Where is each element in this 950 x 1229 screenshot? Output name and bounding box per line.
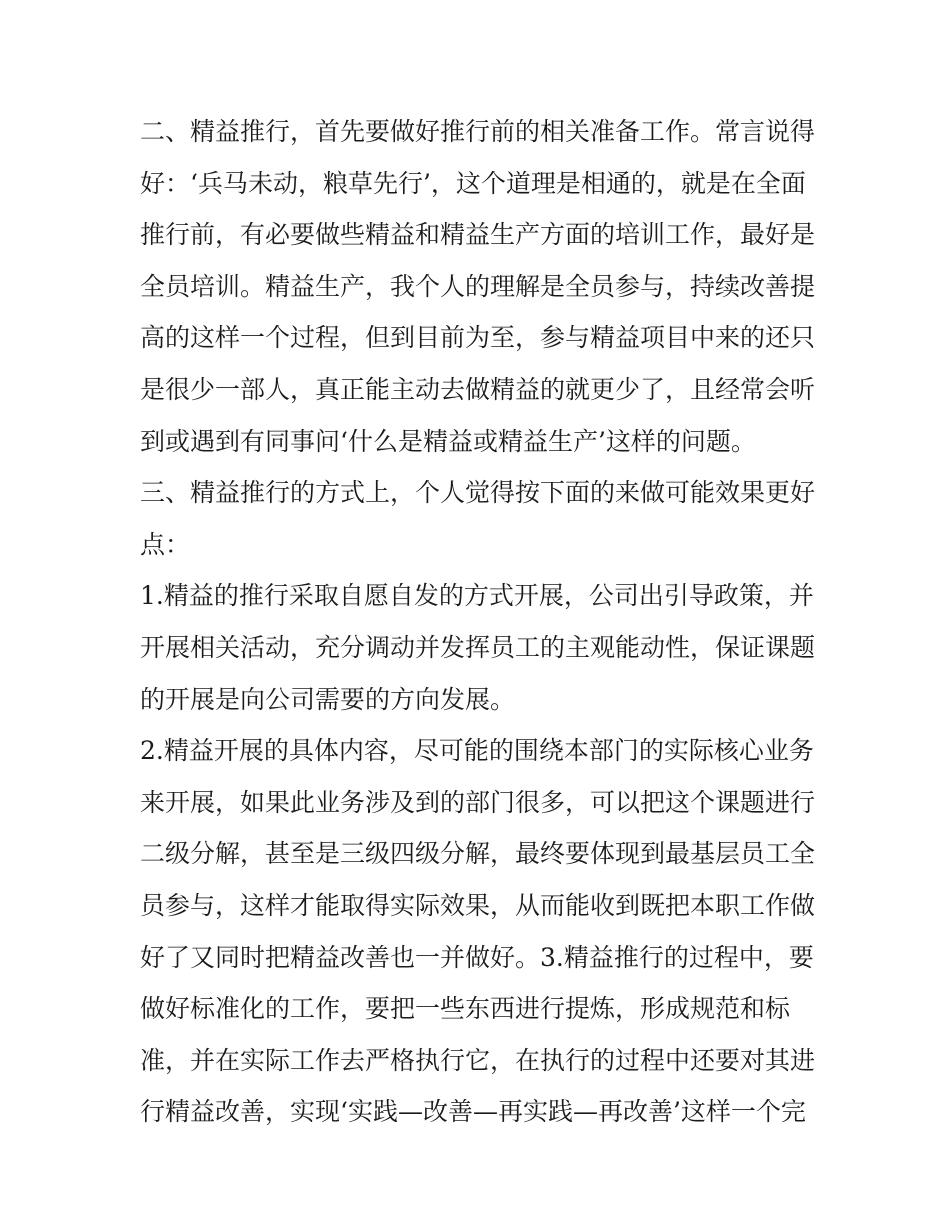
text-line: 好：‘兵马未动，粮草先行’，这个道理是相通的，就是在全面 [140,168,806,198]
text-line: 好了又同时把精益改善也一并做好。3.精益推行的过程中，要 [140,942,814,972]
text-line: 员参与，这样才能取得实际效果，从而能收到既把本职工作做 [140,890,816,920]
text-line: 行精益改善，实现‘实践—改善—再实践—再改善’这样一个完 [140,1097,806,1127]
text-line: 高的这样一个过程，但到目前为至，参与精益项目中来的还只 [140,323,816,353]
text-line: 准，并在实际工作去严格执行它，在执行的过程中还要对其进 [140,1045,816,1075]
text-line: 推行前，有必要做些精益和精益生产方面的培训工作，最好是 [140,220,816,250]
body-text [140,106,820,1138]
text-line: 到或遇到有同事问‘什么是精益或精益生产’这样的问题。 [140,426,756,456]
text-line: 的开展是向公司需要的方向发展。 [140,684,516,714]
text-line: 做好标准化的工作，要把一些东西进行提炼，形成规范和标 [140,994,791,1024]
text-line: 2.精益开展的具体内容，尽可能的围绕本部门的实际核心业务 [140,736,814,766]
text-line: 是很少一部人，真正能主动去做精益的就更少了，且经常会听 [140,374,816,404]
text-line: 全员培训。精益生产，我个人的理解是全员参与，持续改善提 [140,271,816,301]
text-line: 二、精益推行，首先要做好推行前的相关准备工作。常言说得 [140,117,816,146]
text-line: 来开展，如果此业务涉及到的部门很多，可以把这个课题进行 [140,787,816,817]
text-line: 二级分解，甚至是三级四级分解，最终要体现到最基层员工全 [140,839,816,869]
text-line: 1.精益的推行采取自愿自发的方式开展，公司出引导政策，并 [140,581,814,611]
text-line: 点： [140,529,191,559]
text-line: 三、精益推行的方式上，个人觉得按下面的来做可能效果更好 [140,478,816,508]
text-line: 开展相关活动，充分调动并发挥员工的主观能动性，保证课题 [140,632,816,662]
